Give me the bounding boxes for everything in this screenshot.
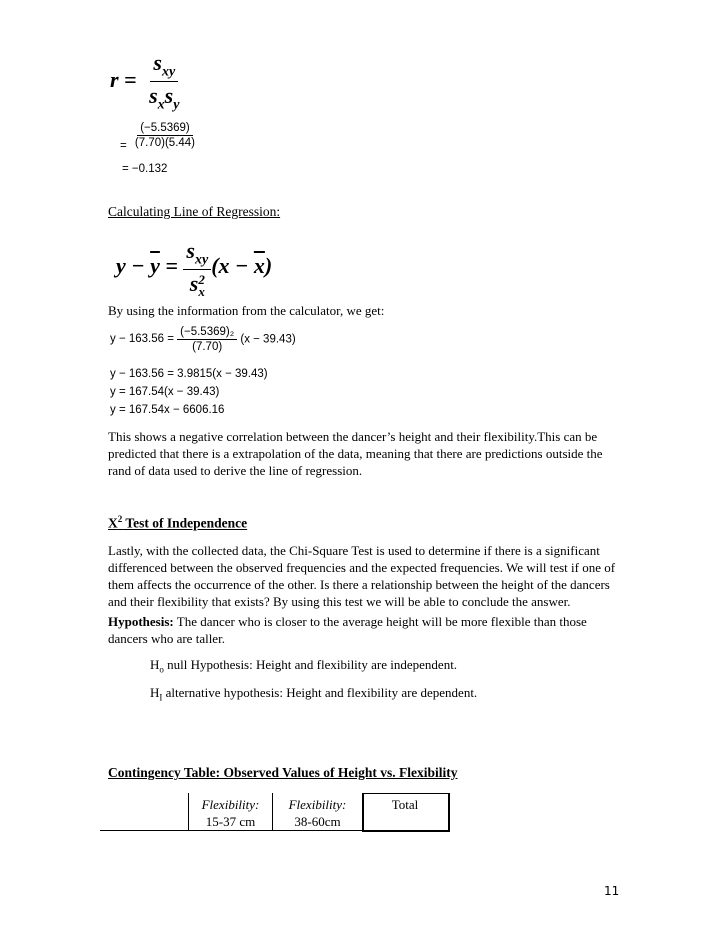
header-flexibility-38-60: Flexibility: 38-60cm xyxy=(288,797,347,829)
hypothesis-text: The dancer who is closer to the average height will be more flexible than those dancers who are taller. xyxy=(108,614,587,646)
correlation-formula xyxy=(110,50,182,114)
regression-fraction: $s_{xy}$ s 2 x xyxy=(183,238,211,298)
regression-step-1: y − 163.56 = $\frac{\text{(−5.5369)₂}}{(7.70)}$ (x − 39.43) xyxy=(110,326,296,353)
null-hypothesis: $H_o$ null Hypothesis: Height and flexibility are independent. xyxy=(150,657,458,675)
header-total: Total xyxy=(391,797,419,812)
calculator-intro: By using the information from the calculator, we get: xyxy=(108,303,385,318)
calc-fraction xyxy=(132,122,198,149)
header-flexibility-15-37: Flexibility: 15-37 cm xyxy=(201,797,260,829)
hypothesis-paragraph xyxy=(108,613,608,647)
calc-denominator: (7.70)(5.44) xyxy=(134,137,196,149)
calc-equals: = xyxy=(120,139,127,152)
calc-numerator: (−5.5369) xyxy=(137,122,193,136)
chi-square-paragraph: Lastly, with the collected data, the Chi-Square Test is used to determine if there is a significant differenced between the observed frequencies and the expected frequencies. We will test if one of them affects the occurrence of the other. Is there a relationship between the height of the dancers and their flexibility that exists? By using this test we will be able to conclude the answer. xyxy=(108,543,616,609)
regression-formula: $y - \overline{y}$ = $s_{xy}$ s 2 x $(x - \overline{x})$ xyxy=(116,238,273,300)
formula-numerator: $s_{xy}$ xyxy=(150,50,178,82)
contingency-table xyxy=(100,793,448,833)
alternative-hypothesis: $H_I$ alternative hypothesis: Height and flexibility are dependent. xyxy=(150,685,478,703)
regression-step-2: y − 163.56 = 3.9815(x − 39.43) xyxy=(110,368,268,380)
chi-square-heading: $X^2$ Test of Independence xyxy=(108,514,248,531)
correlation-paragraph: This shows a negative correlation between the dancer’s height and their flexibility.This can be predicted that there is a extrapolation of the data, meaning that there are predictions outside the rand of data used to derive the line of regression. xyxy=(108,429,603,478)
regression-heading: Calculating Line of Regression: xyxy=(108,204,281,219)
regression-step-3: y = 167.54(x − 39.43) xyxy=(110,386,220,398)
formula-fraction xyxy=(146,50,182,114)
correlation-calculation xyxy=(120,122,198,152)
hypothesis-label: Hypothesis: xyxy=(108,614,174,629)
page-number: 11 xyxy=(604,884,620,898)
contingency-heading: Contingency Table: Observed Values of Height vs. Flexibility xyxy=(108,765,458,780)
formula-lhs: r = xyxy=(110,66,137,92)
regression-step-4: y = 167.54x − 6606.16 xyxy=(110,404,225,416)
formula-denominator: $s_xs_y$ xyxy=(149,83,180,113)
correlation-result: = −0.132 xyxy=(122,163,168,175)
